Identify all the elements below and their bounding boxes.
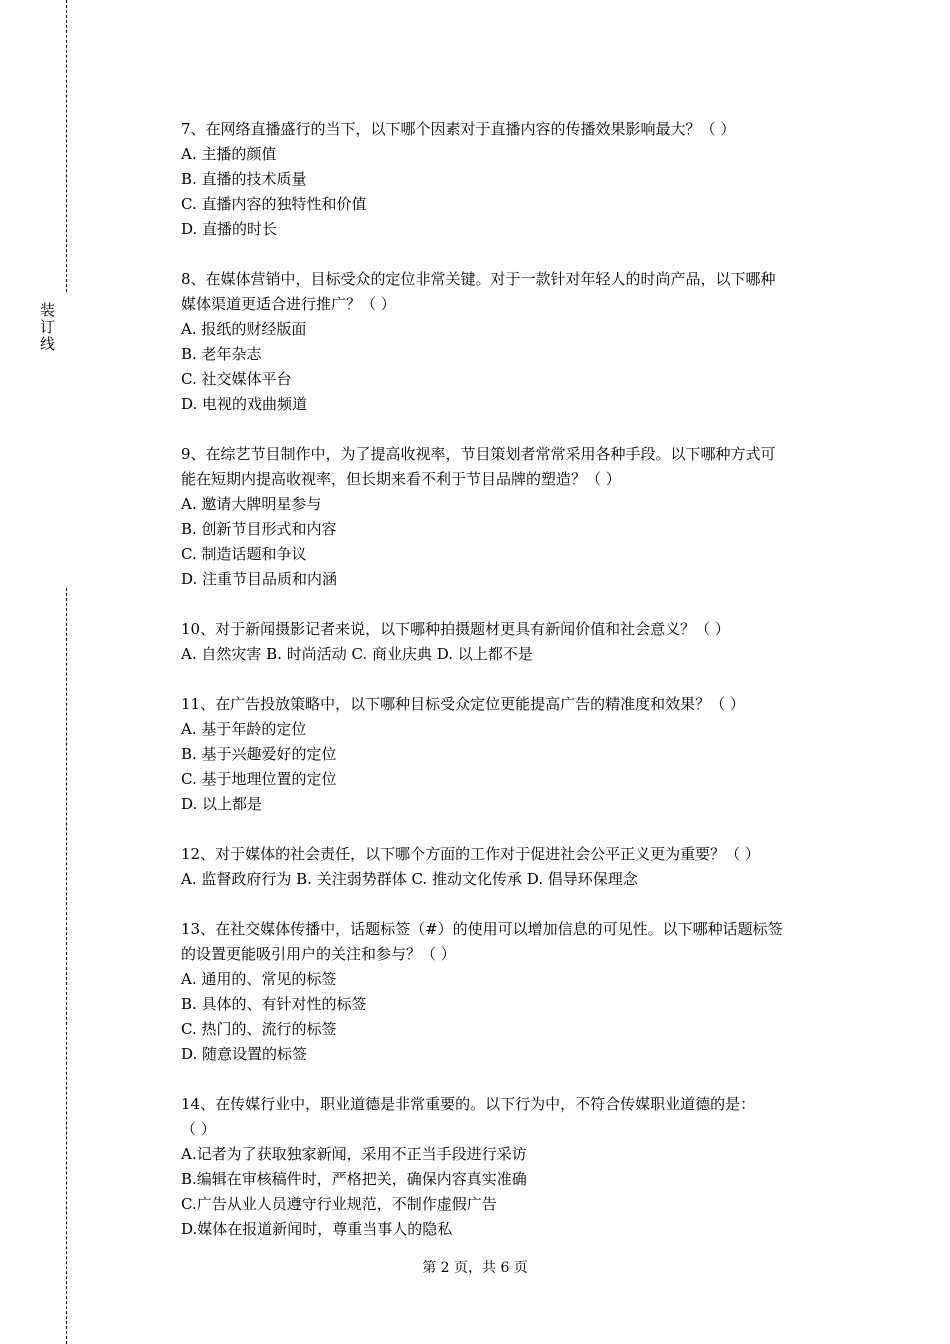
question-stem-line: 8、在媒体营销中，目标受众的定位非常关键。对于一款针对年轻人的时尚产品，以下哪种 (181, 270, 776, 288)
binding-line-top (66, 0, 67, 292)
question-stem (181, 267, 843, 317)
question-stem (181, 917, 843, 967)
page-footer: 第 2 页，共 6 页 (422, 1260, 528, 1276)
answer-option: B. 创新节目形式和内容 (181, 520, 337, 538)
answer-option: D. 以上都是 (181, 795, 263, 813)
question-14 (181, 1092, 843, 1242)
question-list (181, 117, 843, 1267)
answer-option: C. 直播内容的独特性和价值 (181, 195, 367, 213)
question-stem-line: 11、在广告投放策略中，以下哪种目标受众定位更能提高广告的精准度和效果？（ ） (181, 695, 745, 713)
answer-option: A. 报纸的财经版面 (181, 320, 307, 338)
question-stem (181, 617, 843, 642)
question-stem-line: （ ） (181, 1120, 216, 1138)
question-11 (181, 692, 843, 817)
question-7 (181, 117, 843, 242)
answer-option: A. 基于年龄的定位 (181, 720, 307, 738)
question-stem (181, 842, 843, 867)
answer-option: B.编辑在审核稿件时，严格把关，确保内容真实准确 (181, 1170, 527, 1188)
answer-option: C. 社交媒体平台 (181, 370, 292, 388)
answer-option: D.媒体在报道新闻时，尊重当事人的隐私 (181, 1220, 453, 1238)
answer-option: B. 具体的、有针对性的标签 (181, 995, 367, 1013)
answer-option: D. 直播的时长 (181, 220, 278, 238)
answer-option: D. 电视的戏曲频道 (181, 395, 308, 413)
question-stem-line: 13、在社交媒体传播中，话题标签（#）的使用可以增加信息的可见性。以下哪种话题标签 (181, 920, 783, 938)
answer-option: A. 通用的、常见的标签 (181, 970, 337, 988)
answer-option: B. 老年杂志 (181, 345, 262, 363)
question-stem-line: 能在短期内提高收视率，但长期来看不利于节目品牌的塑造？（ ） (181, 470, 621, 488)
answer-option: A. 自然灾害 B. 时尚活动 C. 商业庆典 D. 以上都不是 (181, 645, 533, 663)
answer-option: D. 注重节目品质和内涵 (181, 570, 338, 588)
question-stem (181, 692, 843, 717)
question-10 (181, 617, 843, 667)
answer-option: A. 监督政府行为 B. 关注弱势群体 C. 推动文化传承 D. 倡导环保理念 (181, 870, 638, 888)
answer-option: A. 主播的颜值 (181, 145, 277, 163)
question-stem-line: 10、对于新闻摄影记者来说，以下哪种拍摄题材更具有新闻价值和社会意义？（ ） (181, 620, 730, 638)
answer-option: C.广告从业人员遵守行业规范，不制作虚假广告 (181, 1195, 497, 1213)
answer-option: D. 随意设置的标签 (181, 1045, 308, 1063)
question-stem (181, 442, 843, 492)
question-stem-line: 的设置更能吸引用户的关注和参与？（ ） (181, 945, 456, 963)
question-stem-line: 媒体渠道更适合进行推广？（ ） (181, 295, 396, 313)
binding-line-bottom (66, 588, 67, 1344)
answer-option: B. 基于兴趣爱好的定位 (181, 745, 337, 763)
answer-option: A.记者为了获取独家新闻，采用不正当手段进行采访 (181, 1145, 527, 1163)
binding-label: 装订线 (38, 302, 56, 353)
answer-option: A. 邀请大牌明星参与 (181, 495, 322, 513)
answer-option: C. 热门的、流行的标签 (181, 1020, 337, 1038)
question-9 (181, 442, 843, 592)
question-12 (181, 842, 843, 892)
answer-option: C. 制造话题和争议 (181, 545, 307, 563)
question-stem-line: 14、在传媒行业中，职业道德是非常重要的。以下行为中，不符合传媒职业道德的是： (181, 1095, 756, 1113)
question-stem (181, 117, 843, 142)
question-8 (181, 267, 843, 417)
question-13 (181, 917, 843, 1067)
question-stem-line: 12、对于媒体的社会责任，以下哪个方面的工作对于促进社会公平正义更为重要？（ ） (181, 845, 760, 863)
answer-option: B. 直播的技术质量 (181, 170, 307, 188)
question-stem (181, 1092, 843, 1142)
question-stem-line: 7、在网络直播盛行的当下，以下哪个因素对于直播内容的传播效果影响最大？（ ） (181, 120, 736, 138)
question-stem-line: 9、在综艺节目制作中，为了提高收视率，节目策划者常常采用各种手段。以下哪种方式可 (181, 445, 776, 463)
answer-option: C. 基于地理位置的定位 (181, 770, 337, 788)
